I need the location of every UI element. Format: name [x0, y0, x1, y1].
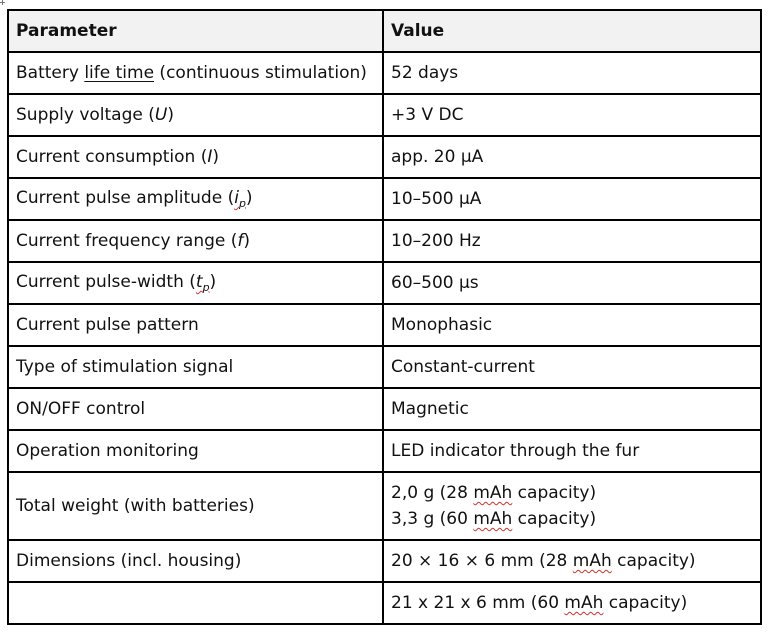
- value-cell: 10–500 μA: [383, 178, 761, 220]
- table-row: [8, 346, 761, 388]
- table-row: [8, 178, 761, 220]
- paragraph-anchor-mark: [0, 0, 5, 5]
- table-row: [8, 304, 761, 346]
- parameter-cell: Current pulse pattern: [8, 304, 383, 346]
- table-row: [8, 472, 761, 540]
- parameter-cell: Current consumption (I): [8, 136, 383, 178]
- table-row: [8, 430, 761, 472]
- parameter-cell: Type of stimulation signal: [8, 346, 383, 388]
- value-cell: Constant-current: [383, 346, 761, 388]
- value-cell: 21 x 21 x 6 mm (60 mAh capacity): [383, 582, 761, 624]
- parameter-cell: Current pulse amplitude $(i_p)$: [8, 178, 383, 220]
- table-row: [8, 94, 761, 136]
- parameter-cell: ON/OFF control: [8, 388, 383, 430]
- parameter-cell: Operation monitoring: [8, 430, 383, 472]
- value-cell: 20 × 16 × 6 mm (28 mAh capacity): [383, 540, 761, 582]
- parameter-cell: [8, 582, 383, 624]
- table-row: [8, 220, 761, 262]
- parameter-cell: Dimensions (incl. housing): [8, 540, 383, 582]
- parameter-cell: Battery life time (continuous stimulation): [8, 52, 383, 94]
- specification-table: [7, 9, 762, 625]
- table-row: [8, 136, 761, 178]
- value-cell: [383, 472, 761, 540]
- value-cell: Magnetic: [383, 388, 761, 430]
- header-value: Value: [383, 10, 761, 52]
- value-cell: 60–500 μs: [383, 262, 761, 304]
- parameter-cell: Total weight (with batteries): [8, 472, 383, 540]
- table-row: [8, 262, 761, 304]
- value-cell: app. 20 μA: [383, 136, 761, 178]
- table-header-row: [8, 10, 761, 52]
- value-cell: 10–200 Hz: [383, 220, 761, 262]
- table-row: [8, 388, 761, 430]
- value-cell: Monophasic: [383, 304, 761, 346]
- value-cell: +3 V DC: [383, 94, 761, 136]
- header-parameter: Parameter: [8, 10, 383, 52]
- parameter-cell: Current pulse-width $(t_p)$: [8, 262, 383, 304]
- parameter-cell: Current frequency range (f): [8, 220, 383, 262]
- table-row: [8, 52, 761, 94]
- value-line: 2,0 g (28 mAh capacity): [391, 483, 597, 503]
- parameter-cell: Supply voltage (U): [8, 94, 383, 136]
- table-row: [8, 582, 761, 624]
- value-cell: LED indicator through the fur: [383, 430, 761, 472]
- value-line: 3,3 g (60 mAh capacity): [391, 509, 597, 529]
- value-cell: 52 days: [383, 52, 761, 94]
- table-row: [8, 540, 761, 582]
